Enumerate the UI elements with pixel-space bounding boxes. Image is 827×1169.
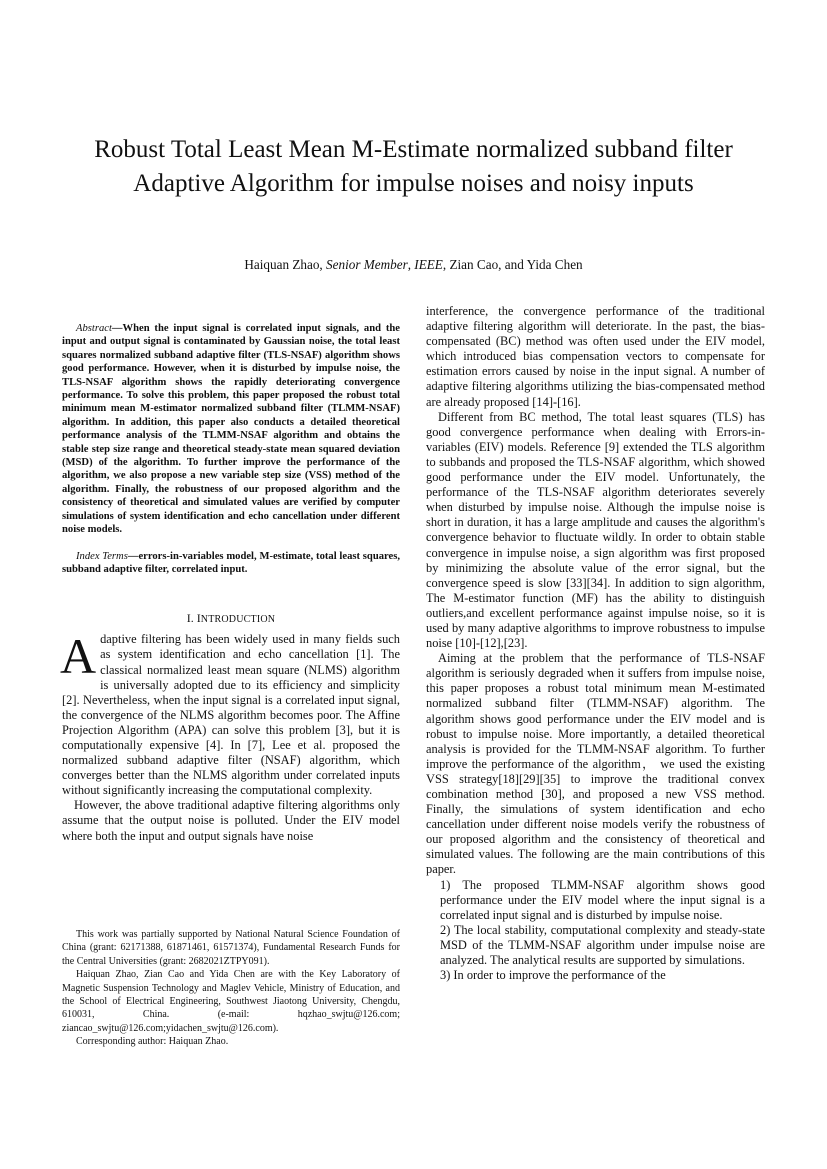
drop-cap: A [60, 628, 97, 685]
author-names-1: Haiquan Zhao, [244, 257, 327, 272]
section-first-letter: I [196, 611, 201, 626]
footnote-affiliation: Haiquan Zhao, Zian Cao and Yida Chen are with the Key Laboratory of Magnetic Suspension Technology and Maglev Vehicle, Ministry of Education, and the School of Electrical Engineering, Southwest Jiaotong University, Chengdu, 610031, China. (e-mail: hqzhao_swjtu@126.com; ziancao_swjtu@126.com;yidachen_swjtu@126.com). [62, 969, 400, 1034]
footnote-corresponding: Corresponding author: Haiquan Zhao. [76, 1036, 229, 1048]
index-terms-label: Index Terms [76, 550, 128, 562]
intro-paragraph-1: daptive filtering has been widely used in many fields such as system identification and echo cancellation [1]. The classical normalized least mean square (NLMS) algorithm is universally adopted due to its efficiency and simplicity [2]. Nevertheless, when the input signal is a correlated input signal, the convergence of the NLMS algorithm becomes poor. The Affine Projection Algorithm (APA) can solve this problem [3], but it is computationally expensive [4]. In [7], Lee et al. proposed the normalized subband adaptive filter (NSAF) algorithm, which converges better than the NLMS algorithm under correlated inputs without significantly increasing the computational complexity. [62, 632, 400, 798]
contribution-2: 2) The local stability, computational complexity and steady-state MSD of the TLMM-NSAF algorithm under impulse noise are analyzed. The analytical results are supported by simulations. [440, 922, 765, 968]
footnote-funding: This work was partially supported by National Natural Science Foundation of China (grant: 62171388, 61871461, 61571374), Fundamental Research Funds for the Central Universities (grant: 2682021ZTPY091). [62, 929, 400, 967]
abstract-text: —When the input signal is correlated input signals, and the input and output signal is contaminated by Gaussian noise, the total least squares normalized subband adaptive filter (TLS-NSAF) algorithm shows good performance. However, when it is disturbed by impulse noise, the TLS-NSAF algorithm shows the rapidly deteriorating convergence performance. To solve this problem, this paper proposed the robust total minimum mean M-estimator normalized subband filter (TLMM-NSAF) algorithm. In addition, this paper also conducts a detailed theoretical performance analysis of the TLMM-NSAF algorithm and obtains the stable step size range and theoretical steady-state mean squared deviation (MSD) of the algorithm. To further improve the performance of the algorithm, we also propose a new variable step size (VSS) method of the algorithm. Finally, the robustness of our proposed algorithm and the consistency of theoretical and simulated values are verified by computer simulations of system identification and echo cancellation under different noise models. [62, 323, 400, 536]
left-column [62, 322, 400, 844]
contribution-1: 1) The proposed TLMM-NSAF algorithm shows good performance under the EIV model where the input signal is a correlated input signal and is disturbed by impulse noise. [440, 877, 765, 922]
right-paragraph-2: Different from BC method, The total least squares (TLS) has good convergence performance when dealing with Errors-in-variables (EIV) models. Reference [9] extended the TLS algorithm to subbands and proposed the TLS-NSAF algorithm, which showed good performance under the EIV model. Unfortunately, the performance of the TLS-NSAF algorithm deteriorates severely when disturbed by impulse noise. Although the impulse noise is short in duration, it has a large amplitude and causes the algorithm's convergence behavior to fluctuate wildly. In order to obtain stable convergence in impulse noise, a sign algorithm was first proposed by minimizing the absolute value of the error signal, but the convergence speed is slow [33][34]. In addition to sign algorithm, The M-estimator function (MF) has the ability to distinguish outliers,and excellent performance against impulse noise, so it is used by many adaptive algorithms to improve robustness to impulse noise [10]-[12],[23]. [426, 409, 765, 651]
right-paragraph-1: interference, the convergence performance of the traditional adaptive filtering algorithm will deteriorate. In the past, the bias-compensated (BC) method was often used under the EIV model, which introduced bias compensation vectors to compensate for estimation errors caused by noise in the input signal. A number of adaptive filtering algorithms utilizing the bias-compensated method are already proposed [14]-[16]. [426, 304, 765, 409]
abstract [62, 322, 400, 537]
author-names-2: , Zian Cao, and Yida Chen [442, 257, 583, 272]
index-terms-text: —errors-in-variables model, M-estimate, total least squares, subband adaptive filter, correlated input. [62, 550, 400, 575]
intro-paragraph-2: However, the above traditional adaptive filtering algorithms only assume that the output noise is polluted. Under the EIV model where both the input and output signals have noise [62, 798, 400, 843]
section-rest: NTRODUCTION [200, 614, 276, 626]
section-numeral: I. [186, 611, 197, 626]
right-column [426, 304, 765, 983]
index-terms [62, 550, 400, 577]
intro-body [60, 628, 400, 843]
author-line [60, 257, 767, 273]
author-sep: , [407, 257, 415, 272]
paper-title: Robust Total Least Mean M-Estimate normalized subband filter Adaptive Algorithm for impulse noises and noisy inputs [94, 136, 733, 197]
right-paragraph-3: Aiming at the problem that the performance of TLS-NSAF algorithm is seriously degraded when it suffers from impulse noise, this paper proposes a robust total minimum mean M-estimated normalized subband filter (TLMM-NSAF) algorithm. The algorithm shows good performance under the EIV model and is robust to impulse noise. More importantly, a detailed theoretical analysis is provided for the TLMM-NSAF algorithm. To further improve the performance of the algorithm， we used the existing VSS strategy[18][29][35] to improve the traditional convex combination method [30], and proposed a new VSS method. Finally, the simulations of system identification and echo cancellation under different noise models verify the robustness of our proposed algorithm and the consistency of theoretical and simulated values. The following are the main contributions of this paper. [426, 651, 765, 877]
author-membership: Senior Member [326, 257, 408, 272]
section-heading-introduction [62, 611, 400, 626]
contribution-3: 3) In order to improve the performance of the [440, 968, 666, 983]
abstract-label: Abstract [76, 323, 112, 334]
footnote [62, 928, 400, 1049]
author-org: IEEE [414, 257, 443, 272]
